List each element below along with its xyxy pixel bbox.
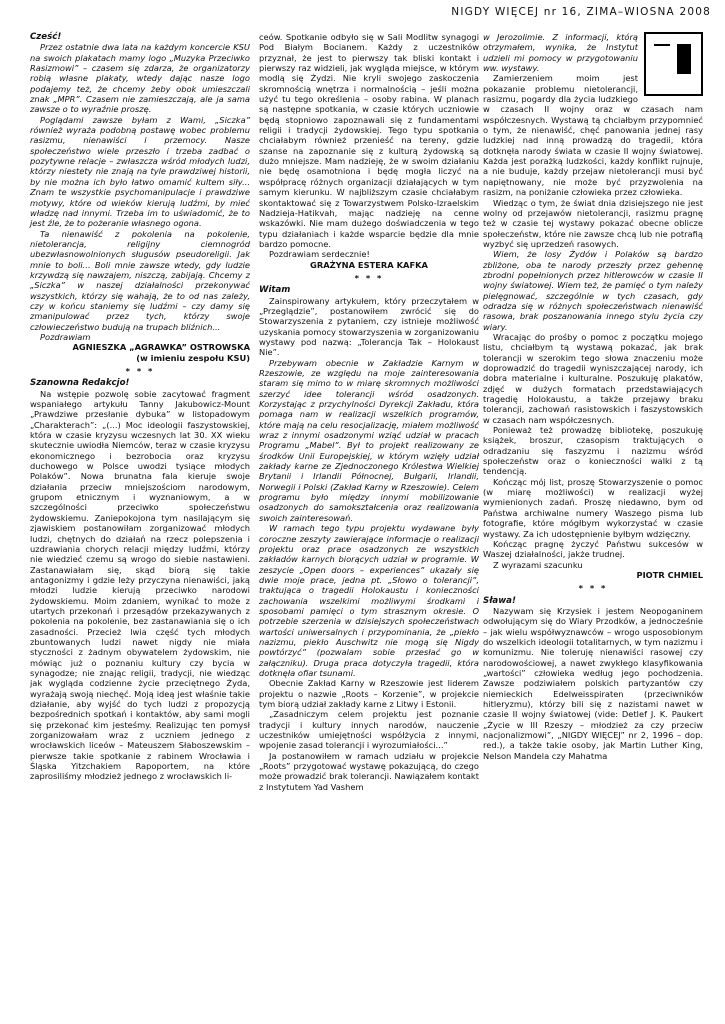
signature: PIOTR CHMIEL <box>636 569 703 580</box>
letter-greeting: Szanowna Redakcjo! <box>30 378 130 389</box>
paragraph: Obecnie Zakład Karny w Rzeszowie jest liderem projektu o nazwie „Roots – Korzenie”, w projekcie tym biorą udział zakłady karne z Litwy i Estonii. <box>259 678 479 709</box>
letter-greeting: Sława! <box>483 595 516 606</box>
paragraph: ceów. Spotkanie odbyło się w Sali Modlitw synagogi Pod Białym Bocianem. Każdy z uczestników przyznał, że jest to pierwszy tak bliski kontakt i pierwszy raz widzieli, jak wygląda miejsce, w którym modlą się Żydzi. Nie kryli swojego zaskoczenia skromnością wnętrza i normalnością – jeśli można użyć tu tego określenia – osoby rabina. W planach są następne spotkania, w czasie których uczniowie będą stopniowo zapoznawali się z fundamentami religii i tradycji żydowskiej. Tego typu spotkania chciałabym również przenieść na tereny, gdzie szanse na zapoznanie się z kulturą żydowską są dużo mniejsze. Mam nadzieję, że w swoim działaniu nie będę osamotniona i będę mogła liczyć na współpracę różnych organizacji działających w tym samym kierunku. W najbliższym czasie chciałabym skontaktować się z Towarzystwem Polsko-Izraelskim Nadzieja-Hatikvah, mając nadzieję na cenne wskazówki. Nie mam dużego doświadczenia w tego typu działaniach i każde wsparcie będzie dla mnie bardzo pomocne. <box>259 32 479 249</box>
column-1 <box>30 32 250 782</box>
paragraph: Przez ostatnie dwa lata na każdym koncercie KSU na swoich plakatach mamy logo „Muzyka Przeciwko Rasizmowi” – czasem się zdarza, że organizatorzy robią własne plakaty, wtedy dając nasze logo podajemy też, że chcemy żeby obok umieszczali znak „MPR”. Czasem nie zamieszczają, ale ja sama zawsze o to wyraźnie proszę. <box>30 42 250 115</box>
column-3 <box>483 32 703 761</box>
letter-greeting: Witam <box>259 285 291 296</box>
signature-note: (w imieniu zespołu KSU) <box>136 352 250 363</box>
signature: AGNIESZKA „AGRAWKA” OSTROWSKA <box>72 342 250 353</box>
closing: Z wyrazami szacunku <box>493 559 583 570</box>
closing: Pozdrawiam serdecznie! <box>269 249 370 260</box>
paragraph: Na wstępie pozwolę sobie zacytować fragment wspaniałego artykułu Tanny Jakubowicz-Mount „Prawdziwe przesłanie dybuka” w listopadowym „Charakterach”: „(...) Moc ideologii faszystowskiej, która w czasie kryzysu wczesnych lat 30. XX wieku skutecznie uwiodła Niemców, teraz w czasie kryzysu ekonomicznego i bezrobocia oraz kryzysu duchowego w Polsce uwodzi tysiące młodych Polaków”. Nowa brunatna fala kieruje swoje działania przeciw mniejszościom narodowym, grupom etnicznym i wyznaniowym, a w szczególności przeciwko społeczeństwu żydowskiemu. Zaniepokojona tym nasilającym się zjawiskiem postanowiłam zorganizować młodych ludzi, chętnych do działań na rzecz polepszenia i uzdrawiania chorych relacji między ludźmi, którzy nie wiedzieć czemu są wrogo do siebie nastawieni. Zastanawiałam się, skąd biorą się takie antagonizmy i gdzie leży przyczyna nienawiści, jaką młodzi ludzie kierują przeciwko narodowi żydowskiemu. Moim zdaniem, wynikać to może z utartych przekonań i przesądów przekazywanych z pokolenia na pokolenie, bez zastanawiania się o ich zasadności. Przecież lwia część tych młodych zbuntowanych ludzi nawet nigdy nie miała styczności z żadnym obywatelem żydowskim, nie mówiąc już o poznaniu kultury czy bycia w synagodze; nie znając religii, tradycji, nie wiedząc jak wygląda codzienne życie przeciętnego Żyda, wyrażają swoją niechęć. Moją ideą jest właśnie takie działanie, aby wyjść do tych ludzi z propozycją bezpośrednich spotkań i kontaktów, aby sami mogli się przekonać kim jesteśmy. Realizując ten pomysł zorganizowałam wraz z uczniem jednego z wrocławskich liceów – Mateuszem Słaboszewskim – pierwsze takie spotkanie z rabinem Wrocławia i Śląska Yitzchakiem Rapoportem, na które zaprosiliśmy młodzież jednego z wrocławskich li- <box>30 388 250 782</box>
paragraph: Zamierzeniem moim jest pokazanie problemu nietolerancji, rasizmu, pogardy dla życia ludzkiego w czasach II wojny oraz w czasach nam współczesnych. Wystawą tą chciałbym przypomnieć o tym, że nienawiść, chęć panowania jednej rasy ludzkiej nad inną prowadzą do tragedii, która dotknęła narody świata w czasie II wojny światowej. Każda jest porażką ludzkości, każdy konflikt rujnuje, a nie buduje, każdy przejaw nietolerancji musi być napiętnowany, nie może być przyzwolenia na rasizm, na poniżanie człowieka przez człowieka. <box>483 73 703 198</box>
signature: GRAŻYNA ESTERA KAFKA <box>310 259 428 270</box>
separator: * * * <box>125 366 155 376</box>
paragraph: W ramach tego typu projektu wydawane były coroczne zeszyty zawierające informacje o realizacji projektu oraz prace osadzonych ze wszystkich zakładów karnych biorących udział w programie. W zeszycie „Open doors – experiences” ukazały się dwie moje prace, jedna pt. „Słowo o tolerancji”, traktująca o tragedii Holokaustu i konieczności zachowania wszelkimi możliwymi środkami i sposobami pamięci o tym strasznym okresie. O potrzebie szerzenia w dzisiejszych społeczeństwach wartości uniwersalnych i przypominania, że „piekło nazizmu, piekło Auschwitz nie mogą się Nigdy powtórzyć” (pozwalam sobie przesłać go w załączniku). Druga praca dotyczyła tragedii, która dotknęła ofiar tsunami. <box>259 523 479 678</box>
column-2 <box>259 32 479 792</box>
paragraph: Kończąc mój list, proszę Stowarzyszenie o pomoc (w miarę możliwości) w realizacji wyżej wymienionych zadań. Proszę niedawno, bym od Państwa archiwalne numery Waszego pisma lub fotografie, które mógłbym wykorzystać w czasie wystawy. Za ich udostępnienie byłbym wdzięczny. <box>483 476 703 539</box>
paragraph: w Jerozolimie. Z informacji, którą otrzymałem, wynika, że Instytut udzieli mi pomocy w przygotowaniu ww. wystawy. <box>483 32 638 74</box>
page-header: NIGDY WIĘCEJ nr 16, ZIMA–WIOSNA 2008 <box>451 6 711 18</box>
paragraph: Wiedząc o tym, że świat dnia dzisiejszego nie jest wolny od przejawów nietolerancji, rasizmu pragnę też w czasie tej wystawy pokazać obecne oblicze społeczeństw, które nie zawsze chcą lub nie potrafią wyzbyć się uprzedzeń rasowych. <box>483 197 703 249</box>
logo-icon <box>644 32 703 96</box>
paragraph: Kończąc pragnę życzyć Państwu sukcesów w Waszej działalności, jakże trudnej. <box>483 538 703 560</box>
paragraph: Przebywam obecnie w Zakładzie Karnym w Rzeszowie, ze względu na moje zainteresowania staram się mimo to w miarę skromnych możliwości szerzyć idee tolerancji wśród osadzonych. Korzystając z przychylności Dyrekcji Zakładu, która pomaga nam w realizacji wszelkich programów, które mają na celu resocjalizację, miałem możliwość wraz z innymi osadzonymi wziąć udział w pracach Programu „Mabel”. Był to projekt realizowany ze środków Unii Europejskiej, w którym wzięły udział zakłady karne ze Zjednoczonego Królestwa Wielkiej Brytanii i Irlandii Północnej, Bułgarii, Irlandii, Norwegii i Polski (Zakład Karny w Rzeszowie). Celem programu było między innymi mobilizowanie osadzonych do samokształcenia oraz realizowania swoich zainteresowań. <box>259 357 479 523</box>
paragraph: Ja postanowiłem w ramach udziału w projekcie „Roots” przygotować wystawę pokazującą, do czego może prowadzić brak tolerancji. Nawiązałem kontakt z Instytutem Yad Vashem <box>259 750 479 792</box>
paragraph: „Zasadniczym celem projektu jest poznanie tradycji i kultury innych narodów, nauczenie uczestników umiejętności współżycia z innymi, wpojenie zasad tolerancji i wyrozumiałości...” <box>259 709 479 751</box>
paragraph: Zainspirowany artykułem, który przeczytałem w „Przeglądzie”, postanowiłem zwrócić się do Stowarzyszenia z pytaniem, czy istnieje możliwość uzyskania pomocy stowarzyszenia w zorganizowaniu wystawy pod nazwą: „Tolerancja Tak – Holokaust Nie”. <box>259 295 479 358</box>
paragraph: Ponieważ też prowadzę bibliotekę, poszukuję książek, broszur, czasopism traktujących o odradzaniu się faszyzmu i nazizmu wśród społeczeństw oraz o konieczności walki z tą tendencją. <box>483 425 703 477</box>
paragraph: Nazywam się Krzysiek i jestem Neopoganinem odwołującym się do Wiary Przodków, a jednocześnie – jak wielu współwyznawców – wrogo usposobionym do wszelkich ideologii totalitarnych, w tym nazizmu i komunizmu. Nie toleruję nienawiści rasowej czy narodowościowej, a nawet zwykłego klasyfikowania „wartości” człowieka według jego pochodzenia. Zawsze podziwiałem polskich partyzantów czy niemieckich Edelweisspiraten (przeciwników hitleryzmu), którzy bili się z nazistami nawet w czasie II wojny światowej (vide: Detlef J. K. Paukert „Życie w III Rzeszy – młodzież za czy przeciw nacjonalizmowi”, „NIGDY WIĘCEJ” nr 2, 1996 – dop. red.), a także takie osoby, jak Martin Luther King, Nelson Mandela czy Mahatma <box>483 605 703 761</box>
separator: * * * <box>354 272 384 283</box>
letter-greeting: Cześć! <box>30 32 62 42</box>
closing: Pozdrawiam <box>40 331 91 342</box>
paragraph: Wiem, że losy Żydów i Polaków są bardzo zbliżone, oba te narody przeszły przez gehennę zbrodni popełnionych przez hitlerowców w czasie II wojny światowej. Wiem też, że pamięć o tym należy pielęgnować, szczególnie w tych czasach, gdy odradza się w różnych społeczeństwach nienawiść rasowa, brak poszanowania innego stylu życia czy wiary. <box>483 249 703 332</box>
paragraph: Poglądami zawsze byłam z Wami, „Siczka” również wyraża podobną postawę wobec problemu rasizmu, nienawiści i przemocy. Nasze społeczeństwo wiele przeszło i trzeba zadbać o pozytywne relacje – zwłaszcza wśród młodych ludzi, którzy niestety nie znają na tyle prawdziwej historii, by nie można ich było łatwo omamić kultem siły... Znam te wszystkie psychomanipulacje i prawdziwe motywy, które od wieków kierują ludźmi, by mieć władzę nad innymi. Trzeba im to uświadomić, że to jest źle, że to pożeranie własnego ogona. <box>30 114 250 229</box>
separator: * * * <box>578 583 608 594</box>
paragraph: Wracając do prośby o pomoc z początku mojego listu, chciałbym tą wystawą pokazać, jak brak tolerancji w szerokim tego słowa znaczeniu może doprowadzić do tragedii wyniszczającej narody, ich dobra materialne i kulturalne. Poszukuję plakatów, zdjęć w dużych formatach przedstawiających tragedię Holokaustu, a także przejawy braku tolerancji, zachowań rasistowskich i faszystowskich w czasach nam współczesnych. <box>483 331 703 425</box>
paragraph: Ta nienawiść z pokolenia na pokolenie, nietolerancja, religijny ciemnogród ubezwłasnowolnionych sługusów pseudoreligii. Jak mnie to boli... Boli mnie zawsze wtedy, gdy ludzie krzywdzą się nawzajem, niszczą, zabijają. Chcemy z „Siczka” w naszej działalności przekonywać wszystkich, którzy się wahają, że to od nas zależy, czy w końcu staniemy się ludźmi – czy damy się zmanipulować przez tych, którzy swoje człowieczeństwo budują na trupach bliźnich... <box>30 228 250 332</box>
